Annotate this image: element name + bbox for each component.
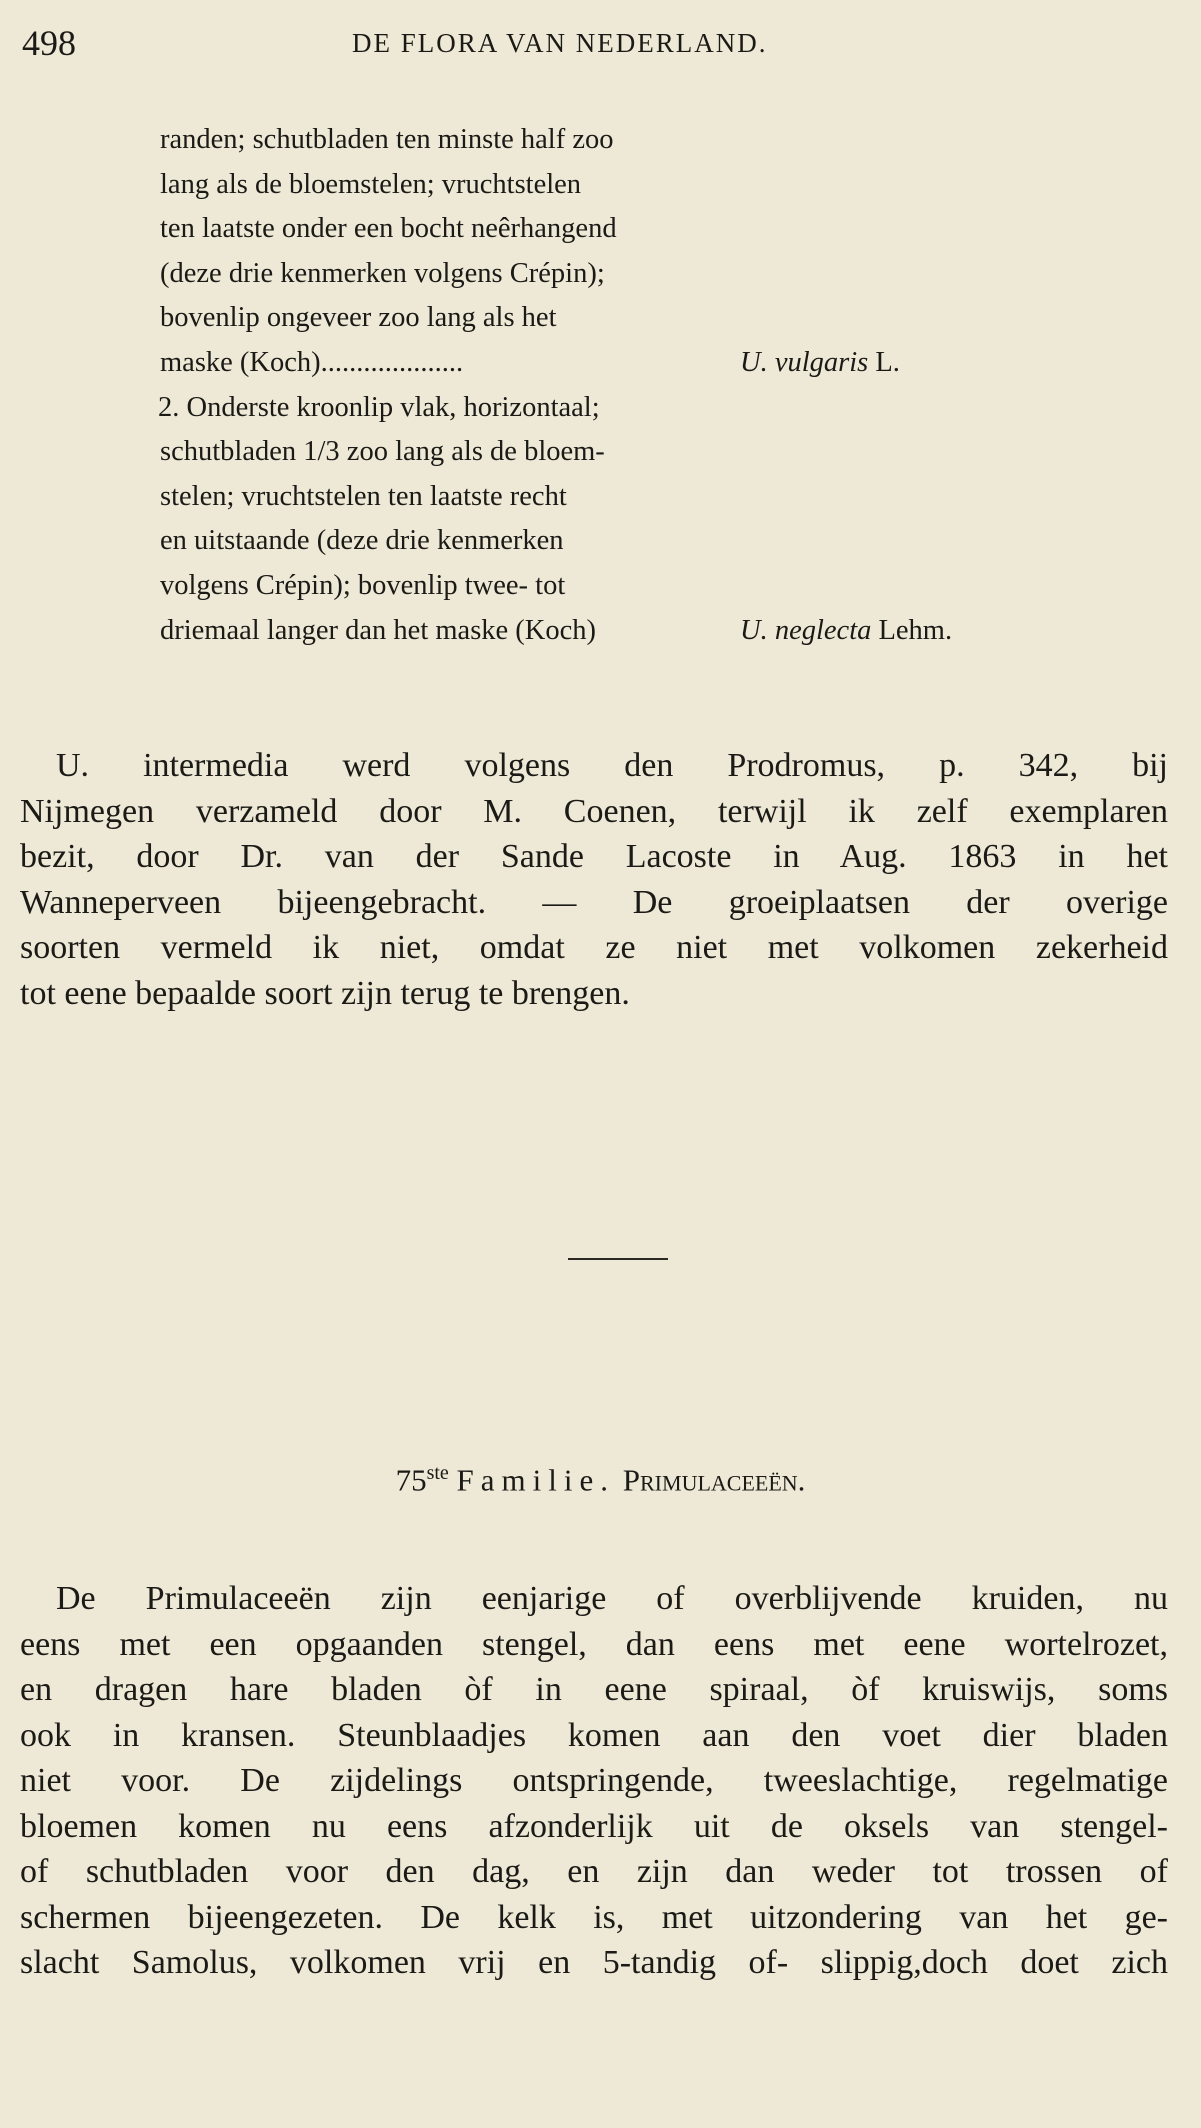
text-line: U. intermedia werd volgens den Prodromus, p. 342, bij [56, 747, 1168, 784]
identification-key [160, 118, 1020, 653]
species-name: U. neglecta [740, 614, 872, 646]
species-author: Lehm. [878, 614, 953, 646]
text-line: De Primulaceeën zijn eenjarige of overblijvende kruiden, nu [56, 1580, 1168, 1617]
species-author: L. [875, 346, 900, 378]
text-line: slacht Samolus, volkomen vrij en 5-tandig of- slippig,doch doet zich [20, 1944, 1168, 1981]
text-line: bloemen komen nu eens afzonderlijk uit de oksels van stengel- [20, 1807, 1168, 1845]
text-line: niet voor. De zijdelings ontspringende, tweeslachtige, regelmatige [20, 1762, 1168, 1799]
paragraph-intermedia [20, 743, 1168, 1016]
key-line: volgens Crépin); bovenlip twee- tot [160, 569, 566, 601]
key-line: randen; schutbladen ten minste half zoo [160, 124, 614, 155]
key-line: driemaal langer dan het maske (Koch) U. neglecta Lehm. [160, 614, 953, 646]
running-head: DE FLORA VAN NEDERLAND. [352, 28, 768, 58]
key-line: stelen; vruchtstelen ten laatste recht [160, 480, 567, 512]
text-line: Nijmegen verzameld door M. Coenen, terwijl ik zelf exemplaren [20, 792, 1168, 830]
text-line: soorten vermeld ik niet, omdat ze niet met volkomen zekerheid [20, 929, 1168, 966]
key-line: (deze drie kenmerken volgens Crépin); [160, 257, 605, 289]
text-line: schermen bijeengezeten. De kelk is, met uitzondering van het ge- [20, 1898, 1168, 1936]
family-name: Primulaceeën. [622, 1462, 806, 1498]
key-line: bovenlip ongeveer zoo lang als het [160, 302, 557, 334]
species-name: U. vulgaris [740, 346, 869, 378]
text-line: en dragen hare bladen òf in eene spiraal, òf kruiswijs, soms [20, 1671, 1168, 1708]
text-line: of schutbladen voor den dag, en zijn dan weder tot trossen of [20, 1853, 1168, 1890]
page-header [22, 22, 1179, 72]
text-line: bezit, door Dr. van der Sande Lacoste in Aug. 1863 in het [20, 838, 1168, 875]
family-word: Familie. [456, 1462, 616, 1498]
key-line: maske (Koch).................... U. vulgaris L. [160, 346, 900, 378]
section-divider [568, 1258, 668, 1260]
text-line: tot eene bepaalde soort zijn terug te brengen. [20, 974, 630, 1012]
text-line: Wanneperveen bijeengebracht. — De groeiplaatsen der overige [20, 883, 1168, 921]
family-number-suffix: ste [426, 1462, 449, 1484]
page-number: 498 [22, 23, 76, 63]
key-line: ten laatste onder een bocht neêrhangend [160, 213, 617, 245]
family-number: 75 [395, 1462, 427, 1498]
family-heading [0, 1462, 1201, 1498]
key-line: en uitstaande (deze drie kenmerken [160, 525, 564, 557]
key-line: 2. Onderste kroonlip vlak, horizontaal; [158, 391, 600, 423]
paragraph-primulaceae [20, 1576, 1168, 1986]
key-line: schutbladen 1/3 zoo lang als de bloem- [160, 436, 605, 468]
key-line: lang als de bloemstelen; vruchtstelen [160, 168, 582, 200]
text-line: eens met een opgaanden stengel, dan eens met eene wortelrozet, [20, 1625, 1168, 1663]
text-line: ook in kransen. Steunblaadjes komen aan den voet dier bladen [20, 1716, 1168, 1754]
